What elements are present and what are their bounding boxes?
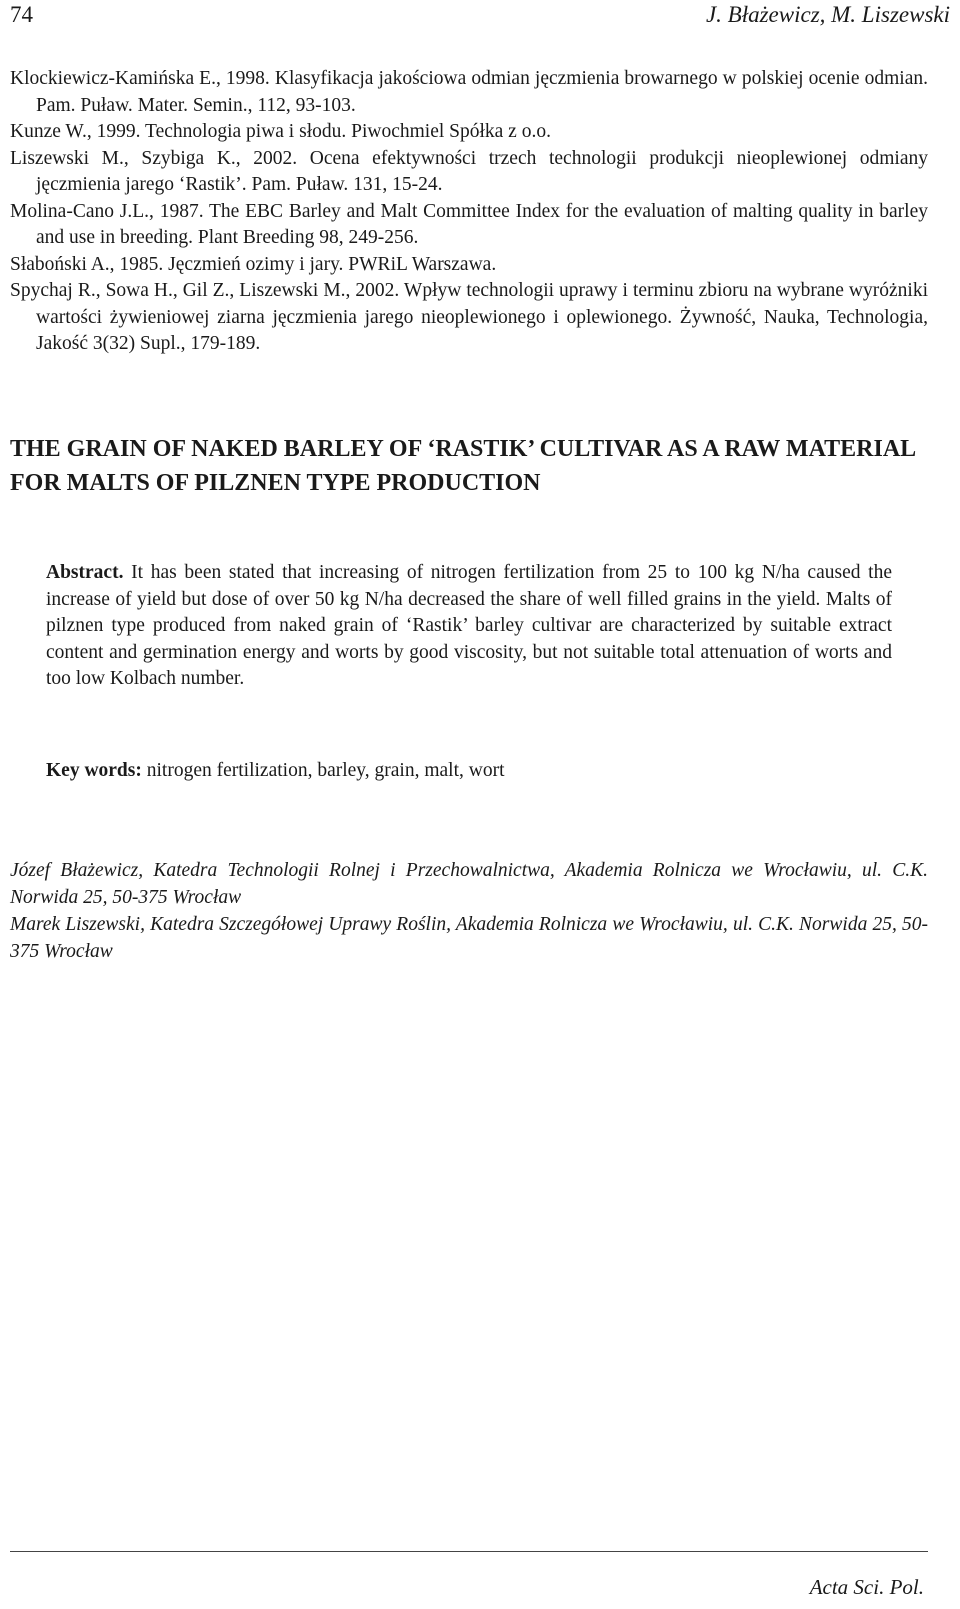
abstract-text: It has been stated that increasing of nitrogen fertilization from 25 to 100 kg N/ha caused the increase of yield but dose of over 50 kg N/ha decreased the share of well filled grains in the yield. Malts of pilznen type produced from naked grain of ‘Rastik’ barley cultivar are characterized by suitable extract content and germination energy and worts by good viscosity, but not suitable total attenuation of worts and too low Kolbach number. xyxy=(46,562,892,689)
page-number: 74 xyxy=(10,2,33,27)
keywords xyxy=(46,758,892,785)
reference-list xyxy=(10,66,928,358)
reference-item: Liszewski M., Szybiga K., 2002. Ocena efektywności trzech technologii produkcji nieoplewionej odmiany jęczmienia jarego ‘Rastik’. Pam. Puław. 131, 15-24. xyxy=(10,147,928,195)
reference-item: Słaboński A., 1985. Jęczmień ozimy i jary. PWRiL Warszawa. xyxy=(10,253,497,275)
affiliation-item: Józef Błażewicz, Katedra Technologii Rolnej i Przechowalnictwa, Akademia Rolnicza we Wrocławiu, ul. C.K. Norwida 25, 50-375 Wrocław xyxy=(10,860,928,908)
running-head: J. Błażewicz, M. Liszewski xyxy=(705,2,950,27)
reference-item: Molina-Cano J.L., 1987. The EBC Barley and Malt Committee Index for the evaluation of malting quality in barley and use in breeding. Plant Breeding 98, 249-256. xyxy=(10,200,928,248)
keywords-text: nitrogen fertilization, barley, grain, malt, wort xyxy=(146,760,505,781)
reference-item: Kunze W., 1999. Technologia piwa i słodu. Piwochmiel Spółka z o.o. xyxy=(10,121,551,142)
abstract-label: Abstract. xyxy=(46,562,124,583)
article-title: THE GRAIN OF NAKED BARLEY OF ‘RASTIK’ CULTIVAR AS A RAW MATERIAL FOR MALTS OF PILZNEN TYPE PRODUCTION xyxy=(10,436,915,496)
footer-divider xyxy=(10,1551,928,1552)
reference-item: Spychaj R., Sowa H., Gil Z., Liszewski M., 2002. Wpływ technologii uprawy i terminu zbioru na wybrane wyróżniki wartości żywieniowej ziarna jęczmienia jarego nieoplewionego i oplewionego. Żywność, Nauka, Technologia, Jakość 3(32) Supl., 179-189. xyxy=(10,280,928,354)
reference-item: Klockiewicz-Kamińska E., 1998. Klasyfikacja jakościowa odmian jęczmienia browarnego w polskiej ocenie odmian. Pam. Puław. Mater. Semin., 112, 93-103. xyxy=(10,68,928,116)
keywords-label: Key words: xyxy=(46,760,142,781)
affiliation-item: Marek Liszewski, Katedra Szczegółowej Uprawy Roślin, Akademia Rolnicza we Wrocławiu, ul. C.K. Norwida 25, 50-375 Wrocław xyxy=(10,914,928,962)
author-affiliations xyxy=(10,857,928,965)
abstract xyxy=(46,560,892,693)
journal-footer: Acta Sci. Pol. xyxy=(809,1575,924,1599)
